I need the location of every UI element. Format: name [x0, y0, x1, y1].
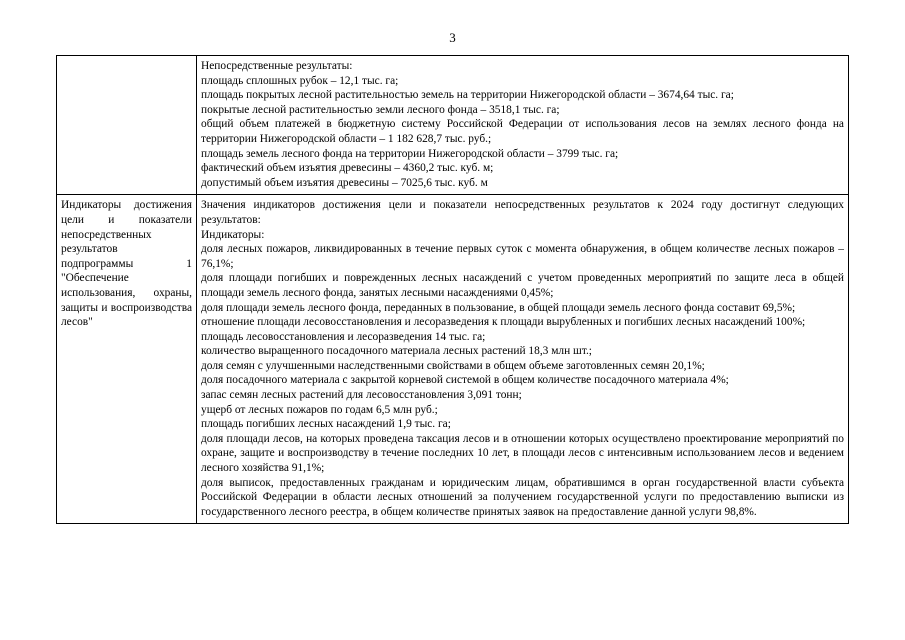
results-cell: [197, 56, 849, 195]
text-line: Индикаторы:: [201, 228, 265, 241]
text-line: площадь сплошных рубок – 12,1 тыс. га;: [201, 74, 399, 87]
text-line: покрытые лесной растительностью земли лесного фонда – 3518,1 тыс. га;: [201, 103, 560, 116]
row-label-cell: Индикаторы достижения цели и показатели непосредственных результатов подпрограммы 1 "Обеспечение использования, охраны, защиты и воспроизводства лесов": [57, 195, 197, 524]
text-line: площадь покрытых лесной растительностью земель на территории Нижегородской области – 3674,64 тыс. га;: [201, 89, 734, 102]
text-line: доля площади земель лесного фонда, переданных в пользование, в общей площади земель лесного фонда составит 69,5%;: [201, 301, 796, 314]
table-row: [57, 56, 849, 195]
text-line: площадь погибших лесных насаждений 1,9 тыс. га;: [201, 418, 451, 431]
text-line: отношение площади лесовосстановления и лесоразведения к площади вырубленных и погибших лесных насаждений 100%;: [201, 316, 806, 329]
text-line: площадь земель лесного фонда на территории Нижегородской области – 3799 тыс. га;: [201, 147, 619, 160]
text-line: доля площади погибших и поврежденных лесных насаждений с учетом проведенных мероприятий по защите леса в общей площади земель лесного фонда, занятых лесными насаждениями 0,45%;: [201, 272, 844, 299]
text-line: Значения индикаторов достижения цели и показатели непосредственных результатов к 2024 году достигнут следующих результатов:: [201, 199, 844, 226]
table-row: [57, 195, 849, 524]
text-line: доля лесных пожаров, ликвидированных в течение первых суток с момента обнаружения, в общем количестве лесных пожаров – 76,1%;: [201, 243, 844, 270]
indicators-cell: [197, 195, 849, 524]
text-line: доля выписок, предоставленных гражданам и юридическим лицам, обратившимся в орган государственной власти субъекта Российской Федерации в области лесных отношений за получением государственной услуги по предоставлению выписки из государственного лесного реестра, в общем количестве принятых заявок на предоставление данной услуги 98,8%.: [201, 476, 844, 518]
program-table: [56, 55, 849, 524]
text-line: фактический объем изъятия древесины – 4360,2 тыс. куб. м;: [201, 162, 494, 175]
row-label-cell: [57, 56, 197, 195]
text-line: количество выращенного посадочного материала лесных растений 18,3 млн шт.;: [201, 345, 592, 358]
text-line: запас семян лесных растений для лесовосстановления 3,091 тонн;: [201, 389, 522, 402]
text-line: допустимый объем изъятия древесины – 7025,6 тыс. куб. м: [201, 176, 488, 189]
text-line: ущерб от лесных пожаров по годам 6,5 млн руб.;: [201, 403, 438, 416]
text-line: доля посадочного материала с закрытой корневой системой в общем количестве посадочного материала 4%;: [201, 374, 729, 387]
text-line: доля семян с улучшенными наследственными свойствами в общем объеме заготовленных семян 20,1%;: [201, 359, 705, 372]
text-line: Непосредственные результаты:: [201, 60, 353, 72]
text-line: общий объем платежей в бюджетную систему Российской Федерации от использования лесов на землях лесного фонда на территории Нижегородской области – 1 182 628,7 тыс. руб.;: [201, 118, 844, 145]
text-line: доля площади лесов, на которых проведена таксация лесов и в отношении которых осуществлено проектирование мероприятий по охране, защите и воспроизводству в течение последних 10 лет, в площади лесов с интенсивным использованием лесов и ведением лесного хозяйства 91,1%;: [201, 432, 844, 475]
text-line: площадь лесовосстановления и лесоразведения 14 тыс. га;: [201, 330, 486, 343]
page-number: 3: [449, 30, 456, 45]
